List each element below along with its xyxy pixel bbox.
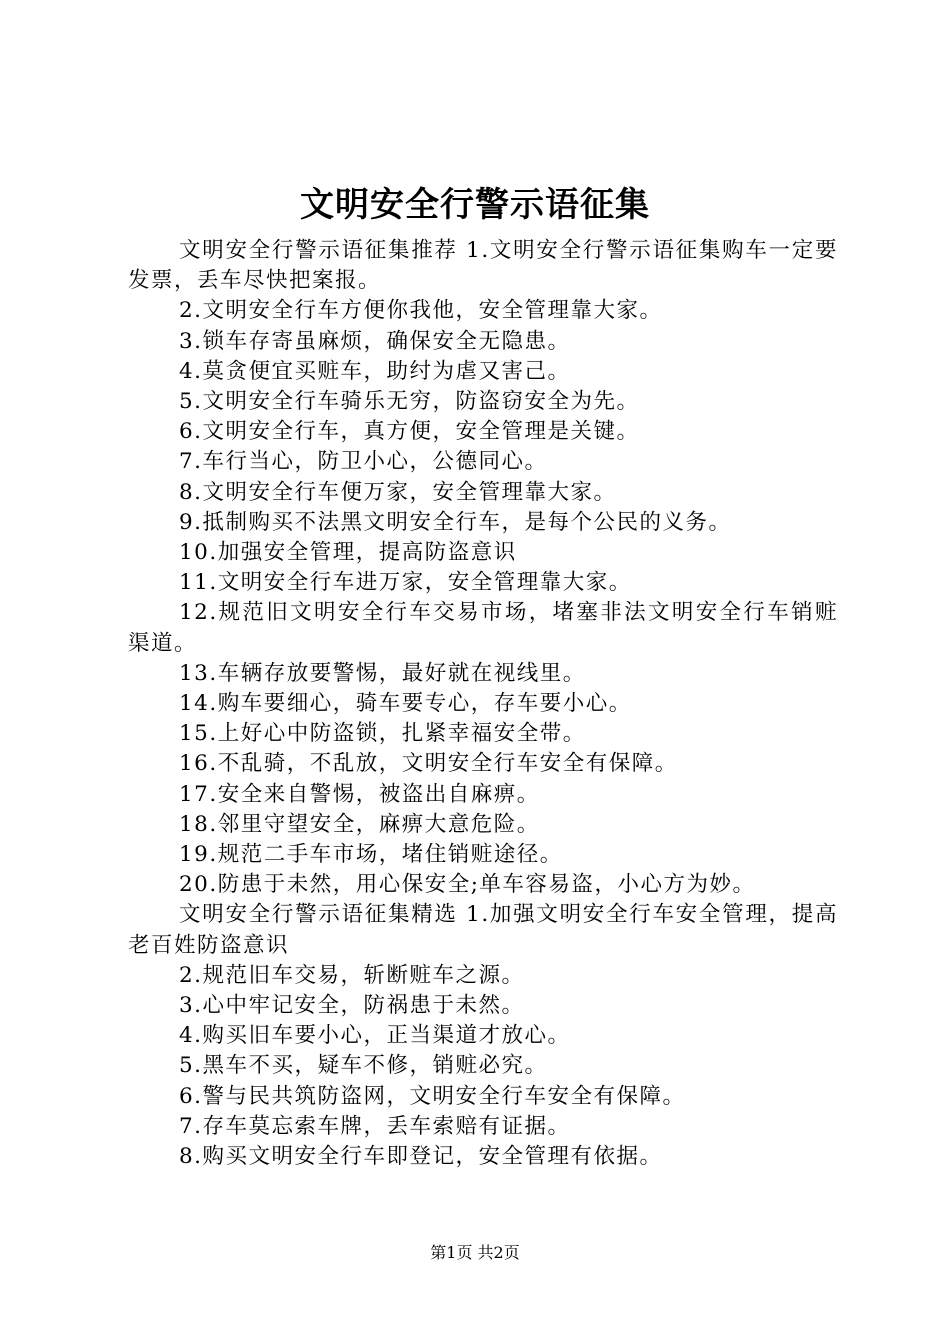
paragraph: 7.存车莫忘索车牌，丢车索赔有证据。 [179, 1113, 571, 1139]
paragraph: 14.购车要细心，骑车要专心，存车要小心。 [179, 691, 632, 717]
paragraph: 13.车辆存放要警惕，最好就在视线里。 [179, 660, 586, 686]
paragraph: 4.购买旧车要小心，正当渠道才放心。 [179, 1023, 571, 1049]
paragraph: 18.邻里守望安全，麻痹大意危险。 [179, 811, 540, 837]
paragraph: 16.不乱骑，不乱放，文明安全行车安全有保障。 [179, 751, 678, 777]
paragraph: 3.心中牢记安全，防祸患于未然。 [179, 993, 525, 1019]
paragraph: 7.车行当心，防卫小心，公德同心。 [179, 449, 548, 475]
paragraph: 6.文明安全行车，真方便，安全管理是关键。 [179, 419, 640, 445]
paragraph: 9.抵制购买不法黑文明安全行车，是每个公民的义务。 [179, 509, 732, 535]
paragraph: 6.警与民共筑防盗网，文明安全行车安全有保障。 [179, 1083, 686, 1109]
paragraph: 2.文明安全行车方便你我他，安全管理靠大家。 [179, 298, 663, 324]
paragraph: 12.规范旧文明安全行车交易市场，堵塞非法文明安全行车销赃渠道。 [128, 600, 838, 656]
document-body [128, 236, 838, 1172]
page-title: 文明安全行警示语征集 [300, 185, 650, 225]
paragraph: 10.加强安全管理，提高防盗意识 [179, 540, 517, 566]
paragraph: 17.安全来自警惕，被盗出自麻痹。 [179, 781, 540, 807]
page-number-footer: 第1页 共2页 [430, 1243, 520, 1262]
paragraph: 2.规范旧车交易，斩断赃车之源。 [179, 962, 525, 988]
paragraph: 11.文明安全行车进万家，安全管理靠大家。 [179, 570, 632, 596]
paragraph: 文明安全行警示语征集精选 1.加强文明安全行车安全管理，提高老百姓防盗意识 [128, 902, 838, 958]
paragraph: 20.防患于未然，用心保安全;单车容易盗，小心方为妙。 [179, 872, 756, 898]
paragraph: 15.上好心中防盗锁，扎紧幸福安全带。 [179, 721, 586, 747]
paragraph: 5.文明安全行车骑乐无穷，防盗窃安全为先。 [179, 389, 640, 415]
paragraph: 4.莫贪便宜买赃车，助纣为虐又害己。 [179, 358, 571, 384]
paragraph: 8.购买文明安全行车即登记，安全管理有依据。 [179, 1144, 663, 1170]
paragraph: 19.规范二手车市场，堵住销赃途径。 [179, 842, 563, 868]
paragraph: 8.文明安全行车便万家，安全管理靠大家。 [179, 479, 617, 505]
paragraph: 3.锁车存寄虽麻烦，确保安全无隐患。 [179, 328, 571, 354]
paragraph: 文明安全行警示语征集推荐 1.文明安全行警示语征集购车一定要发票，丢车尽快把案报。 [128, 238, 838, 294]
paragraph: 5.黑车不买，疑车不修，销赃必究。 [179, 1053, 548, 1079]
